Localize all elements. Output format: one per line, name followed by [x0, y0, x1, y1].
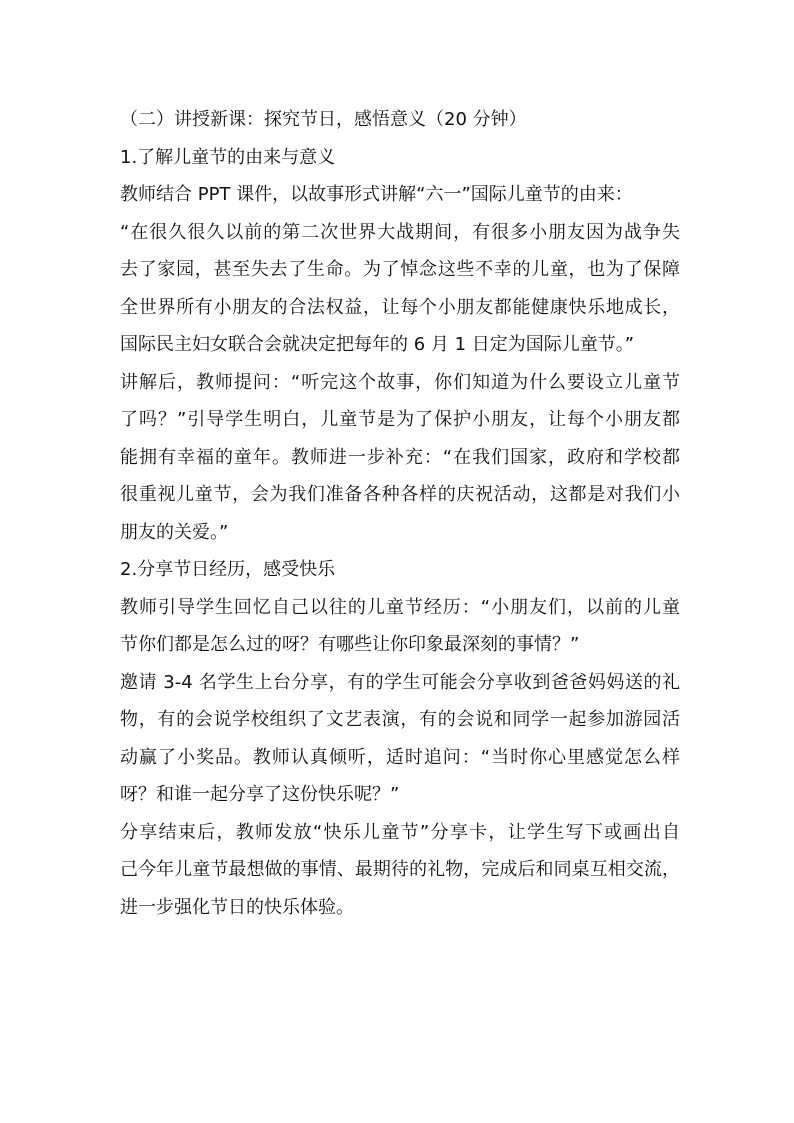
part1-line: 很重视儿童节，会为我们准备各种各样的庆祝活动，这都是对我们小 — [120, 484, 680, 505]
part1-heading: 1.了解儿童节的由来与意义 — [120, 146, 336, 168]
part1-line: 全世界所有小朋友的合法权益，让每个小朋友都能健康快乐地成长， — [120, 296, 680, 318]
part1-line: “在很久很久以前的第二次世界大战期间，有很多小朋友因为战争失 — [120, 221, 680, 243]
part1-line: 讲解后，教师提问：“听完这个故事，你们知道为什么要设立儿童节 — [120, 371, 680, 393]
part1-line: 国际民主妇女联合会就决定把每年的 6 月 1 日定为国际儿童节。” — [120, 334, 635, 355]
part2-line: 节你们都是怎么过的呀？有哪些让你印象最深刻的事情？” — [120, 634, 580, 655]
document-body — [120, 101, 680, 926]
part2-line: 己今年儿童节最想做的事情、最期待的礼物，完成后和同桌互相交流， — [120, 859, 680, 880]
part2-heading: 2.分享节日经历，感受快乐 — [120, 559, 336, 580]
part2-line: 邀请 3-4 名学生上台分享，有的学生可能会分享收到爸爸妈妈送的礼 — [120, 671, 680, 693]
part1-line: 朋友的关爱。” — [120, 521, 229, 543]
part2-line: 分享结束后，教师发放“快乐儿童节”分享卡，让学生写下或画出自 — [120, 821, 680, 843]
section-title: （二）讲授新课：探究节日，感悟意义（20 分钟） — [120, 109, 527, 130]
part2-line: 物，有的会说学校组织了文艺表演，有的会说和同学一起参加游园活 — [120, 709, 680, 730]
part1-line: 能拥有幸福的童年。教师进一步补充：“在我们国家，政府和学校都 — [120, 446, 680, 468]
part2-line: 动赢了小奖品。教师认真倾听，适时追问：“当时你心里感觉怎么样 — [120, 746, 680, 768]
part1-line: 教师结合 PPT 课件，以故事形式讲解“六一”国际儿童节的由来： — [120, 184, 633, 205]
part2-line: 教师引导学生回忆自己以往的儿童节经历：“小朋友们，以前的儿童 — [120, 596, 680, 618]
part1-line: 了吗？”引导学生明白，儿童节是为了保护小朋友，让每个小朋友都 — [120, 409, 680, 430]
part2-line: 呀？和谁一起分享了这份快乐呢？” — [120, 784, 400, 805]
part2-line: 进一步强化节日的快乐体验。 — [120, 896, 354, 918]
part1-line: 去了家园，甚至失去了生命。为了悼念这些不幸的儿童，也为了保障 — [120, 259, 680, 280]
